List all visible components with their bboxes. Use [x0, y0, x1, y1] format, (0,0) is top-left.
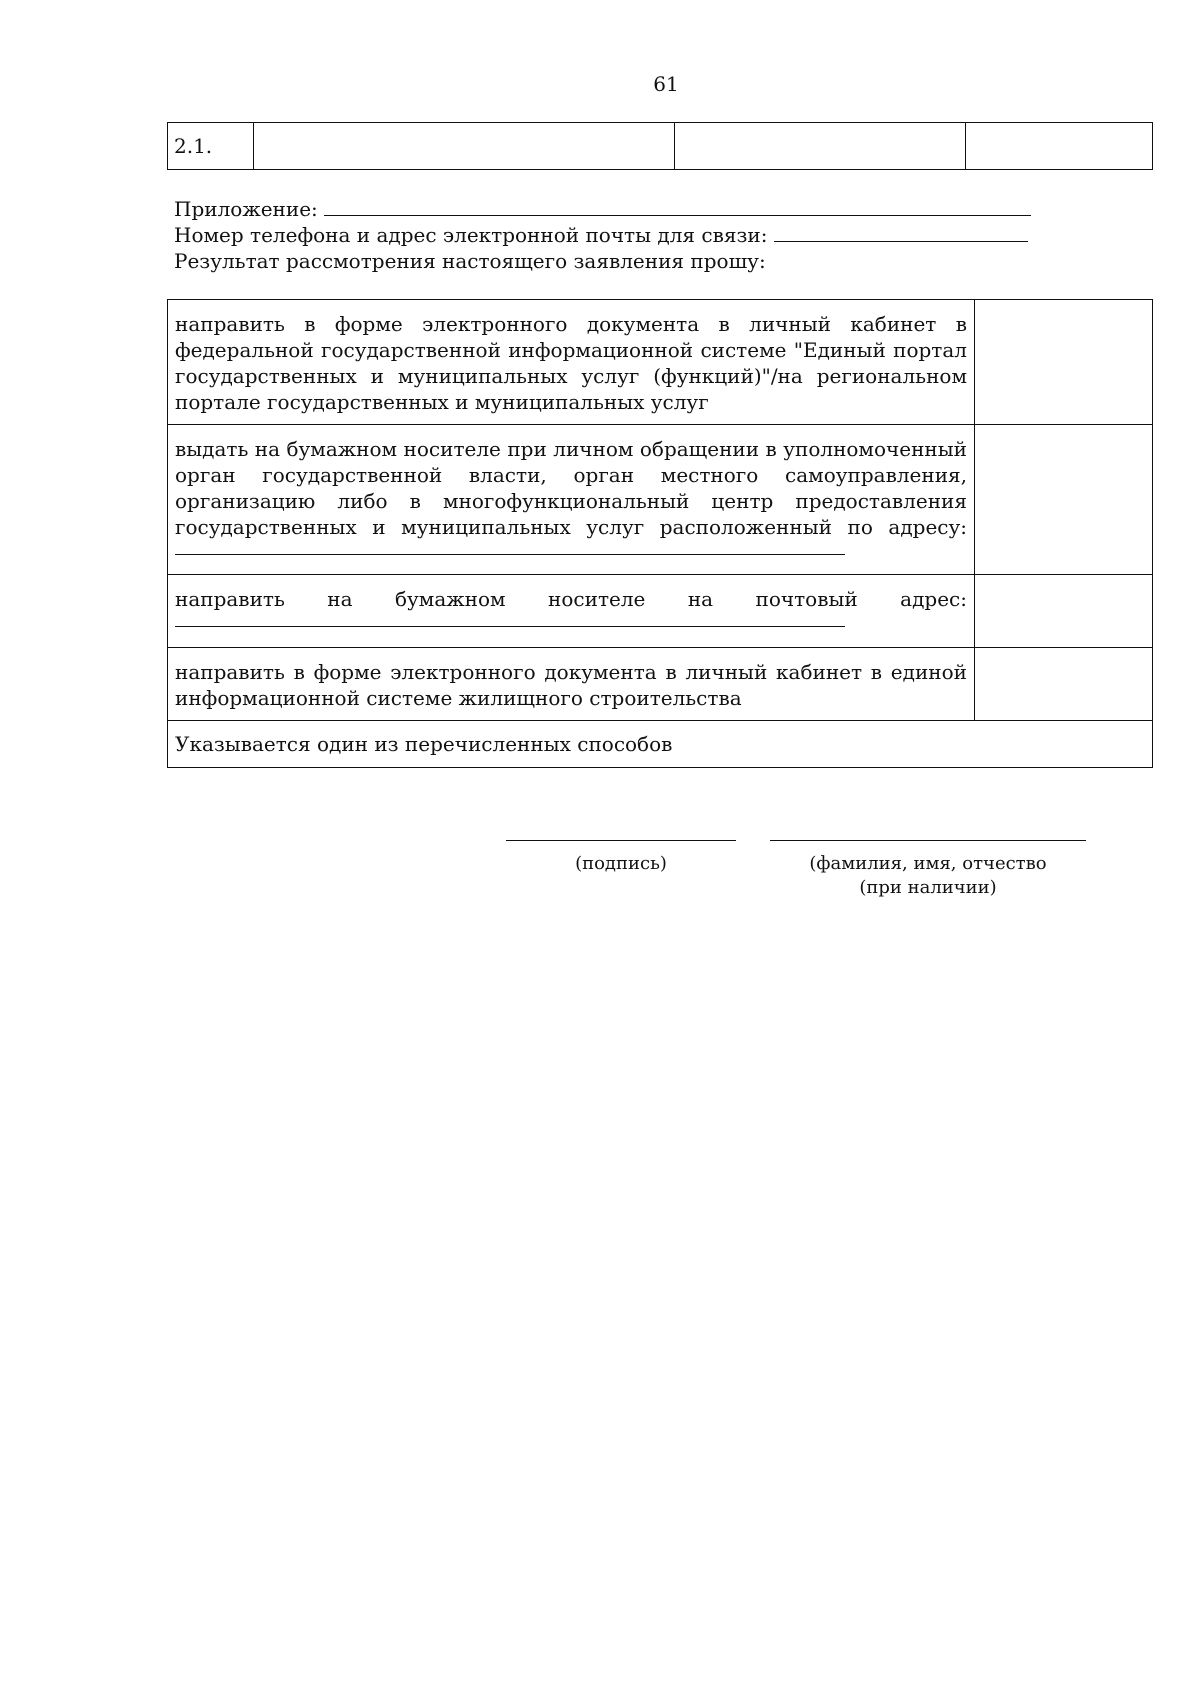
application-fields: [174, 196, 1054, 274]
table-row: [168, 721, 1153, 768]
table-row: [168, 300, 1153, 425]
delivery-option-post-mark[interactable]: [975, 575, 1153, 648]
signature-caption: (подпись): [575, 853, 667, 874]
delivery-option-epgu: направить в форме электронного документа в личный кабинет в федеральной государственной информационной системе "Единый портал государственных и муниципальных услуг (функций)"/на региональном портале государственных и муниципальных услуг: [168, 300, 975, 425]
delivery-option-in-person-mark[interactable]: [975, 425, 1153, 575]
contact-label: Номер телефона и адрес электронной почты для связи:: [174, 223, 768, 247]
full-name-caption: (фамилия, имя, отчество (при наличии): [809, 853, 1047, 898]
attachment-label: Приложение:: [174, 197, 318, 221]
delivery-option-post-text: направить на бумажном носителе на почтовый адрес:: [175, 587, 967, 611]
result-row: [174, 248, 1054, 274]
applicant-table-row: [167, 122, 1153, 170]
delivery-methods-table: [167, 299, 1153, 768]
result-label: Результат рассмотрения настоящего заявления прошу:: [174, 249, 766, 273]
postal-address-blank-line[interactable]: [175, 616, 845, 627]
table-cell[interactable]: [675, 123, 966, 170]
attachment-row: [174, 196, 1054, 222]
table-row: [168, 575, 1153, 648]
address-blank-line[interactable]: [175, 544, 845, 555]
table-row: [168, 648, 1153, 721]
attachment-blank-line[interactable]: [324, 197, 1031, 216]
delivery-option-post: [168, 575, 975, 648]
full-name-line[interactable]: [770, 840, 1086, 841]
delivery-option-in-person: [168, 425, 975, 575]
table-row: [168, 123, 1153, 170]
delivery-option-eisjs-mark[interactable]: [975, 648, 1153, 721]
delivery-option-in-person-text: выдать на бумажном носителе при личном обращении в уполномоченный орган государственной власти, орган местного самоуправления, организацию либо в многофункциональный центр предоставления государственных и муниципальных услуг расположенный по адресу:: [175, 437, 967, 539]
delivery-option-epgu-mark[interactable]: [975, 300, 1153, 425]
row-number-cell: 2.1.: [168, 123, 254, 170]
page-number: 61: [653, 72, 679, 96]
delivery-option-eisjs: направить в форме электронного документа в личный кабинет в единой информационной системе жилищного строительства: [168, 648, 975, 721]
table-cell[interactable]: [254, 123, 675, 170]
footnote-cell: Указывается один из перечисленных способов: [168, 721, 1153, 768]
contact-row: [174, 222, 1054, 248]
signature-line[interactable]: [506, 840, 736, 841]
table-row: [168, 425, 1153, 575]
table-cell[interactable]: [966, 123, 1153, 170]
contact-blank-line[interactable]: [774, 223, 1028, 242]
